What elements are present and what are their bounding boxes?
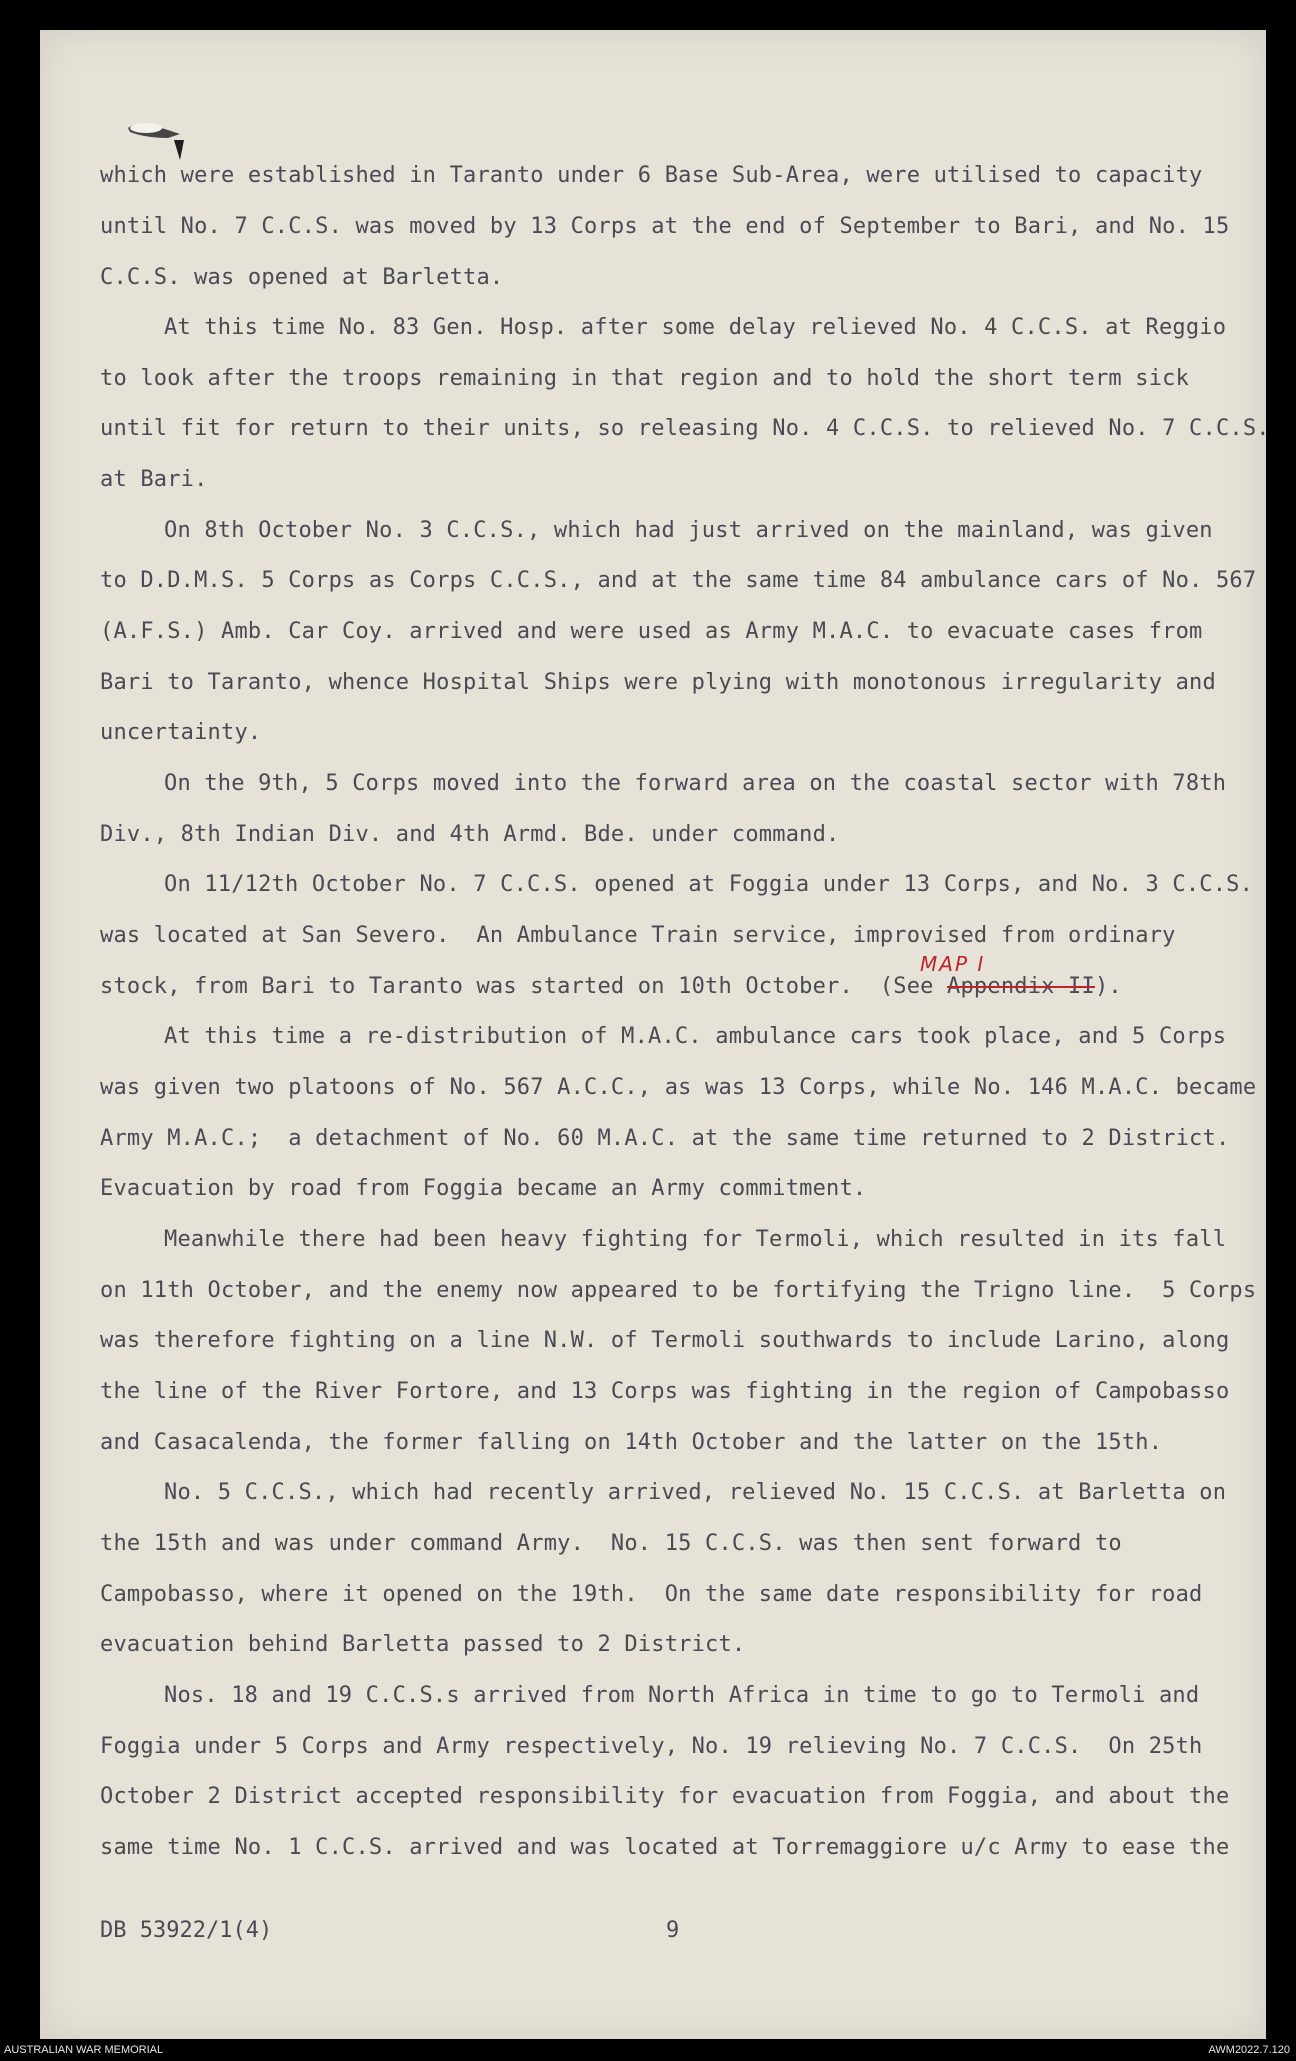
text-line: Nos. 18 and 19 C.C.S.s arrived from North Africa in time to go to Termoli and bbox=[164, 1683, 1200, 1708]
text-line: Foggia under 5 Corps and Army respectively, No. 19 relieving No. 7 C.C.S. On 25th bbox=[100, 1734, 1203, 1759]
text-line: on 11th October, and the enemy now appeared to be fortifying the Trigno line. 5 Corps bbox=[100, 1278, 1257, 1303]
text-line-end: ). bbox=[1094, 974, 1122, 999]
text-line: uncertainty. bbox=[100, 720, 262, 745]
text-line: at Bari. bbox=[100, 467, 208, 492]
text-line: until fit for return to their units, so releasing No. 4 C.C.S. to relieved No. 7 C.C.S. bbox=[100, 416, 1270, 441]
text-line: Bari to Taranto, whence Hospital Ships were plying with monotonous irregularity and bbox=[100, 670, 1216, 695]
text-line-with-edit bbox=[100, 973, 1122, 1001]
text-line: was given two platoons of No. 567 A.C.C., as was 13 Corps, while No. 146 M.A.C. became bbox=[100, 1075, 1257, 1100]
handwritten-annotation: MAP I bbox=[920, 952, 986, 976]
text-line: Campobasso, where it opened on the 19th. On the same date responsibility for road bbox=[100, 1582, 1203, 1607]
archive-id: AWM2022.7.120 bbox=[1208, 2044, 1290, 2056]
text-line: and Casacalenda, the former falling on 14th October and the latter on the 15th. bbox=[100, 1430, 1163, 1455]
struck-text: Appendix II bbox=[947, 974, 1095, 999]
text-line: to look after the troops remaining in that region and to hold the short term sick bbox=[100, 366, 1190, 391]
text-line: On 11/12th October No. 7 C.C.S. opened at Foggia under 13 Corps, and No. 3 C.C.S. bbox=[164, 872, 1254, 897]
text-line: was therefore fighting on a line N.W. of Termoli southwards to include Larino, along bbox=[100, 1328, 1230, 1353]
text-line: At this time a re-distribution of M.A.C. ambulance cars took place, and 5 Corps bbox=[164, 1024, 1227, 1049]
archive-caption-bar bbox=[0, 2039, 1296, 2061]
text-line: On the 9th, 5 Corps moved into the forward area on the coastal sector with 78th bbox=[164, 771, 1227, 796]
text-line: until No. 7 C.C.S. was moved by 13 Corps at the end of September to Bari, and No. 15 bbox=[100, 214, 1230, 239]
text-line: which were established in Taranto under 6 Base Sub-Area, were utilised to capacity bbox=[100, 163, 1203, 188]
page-number: 9 bbox=[666, 1918, 680, 1943]
text-line: (A.F.S.) Amb. Car Coy. arrived and were used as Army M.A.C. to evacuate cases from bbox=[100, 619, 1203, 644]
text-line: Div., 8th Indian Div. and 4th Armd. Bde. under command. bbox=[100, 822, 840, 847]
text-line: to D.D.M.S. 5 Corps as Corps C.C.S., and at the same time 84 ambulance cars of No. 567 bbox=[100, 568, 1257, 593]
text-line: the 15th and was under command Army. No. 15 C.C.S. was then sent forward to bbox=[100, 1531, 1122, 1556]
text-line: Meanwhile there had been heavy fighting for Termoli, which resulted in its fall bbox=[164, 1227, 1227, 1252]
text-line: C.C.S. was opened at Barletta. bbox=[100, 265, 504, 290]
text-line: evacuation behind Barletta passed to 2 District. bbox=[100, 1632, 746, 1657]
text-line: Evacuation by road from Foggia became an Army commitment. bbox=[100, 1176, 867, 1201]
text-line: October 2 District accepted responsibility for evacuation from Foggia, and about the bbox=[100, 1784, 1230, 1809]
document-reference: DB 53922/1(4) bbox=[100, 1918, 273, 1943]
archive-name: AUSTRALIAN WAR MEMORIAL bbox=[4, 2044, 164, 2056]
text-line: same time No. 1 C.C.S. arrived and was located at Torremaggiore u/c Army to ease the bbox=[100, 1835, 1230, 1860]
text-line: At this time No. 83 Gen. Hosp. after some delay relieved No. 4 C.C.S. at Reggio bbox=[164, 315, 1227, 340]
text-line: was located at San Severo. An Ambulance Train service, improvised from ordinary bbox=[100, 923, 1176, 948]
text-line: Army M.A.C.; a detachment of No. 60 M.A.C. at the same time returned to 2 District. bbox=[100, 1126, 1230, 1151]
text-line: stock, from Bari to Taranto was started on 10th October. (See bbox=[100, 974, 948, 999]
text-line: On 8th October No. 3 C.C.S., which had just arrived on the mainland, was given bbox=[164, 518, 1213, 543]
text-line: the line of the River Fortore, and 13 Corps was fighting in the region of Campobasso bbox=[100, 1379, 1230, 1404]
text-line: No. 5 C.C.S., which had recently arrived, relieved No. 15 C.C.S. at Barletta on bbox=[164, 1480, 1227, 1505]
punch-hole-icon bbox=[124, 114, 194, 164]
